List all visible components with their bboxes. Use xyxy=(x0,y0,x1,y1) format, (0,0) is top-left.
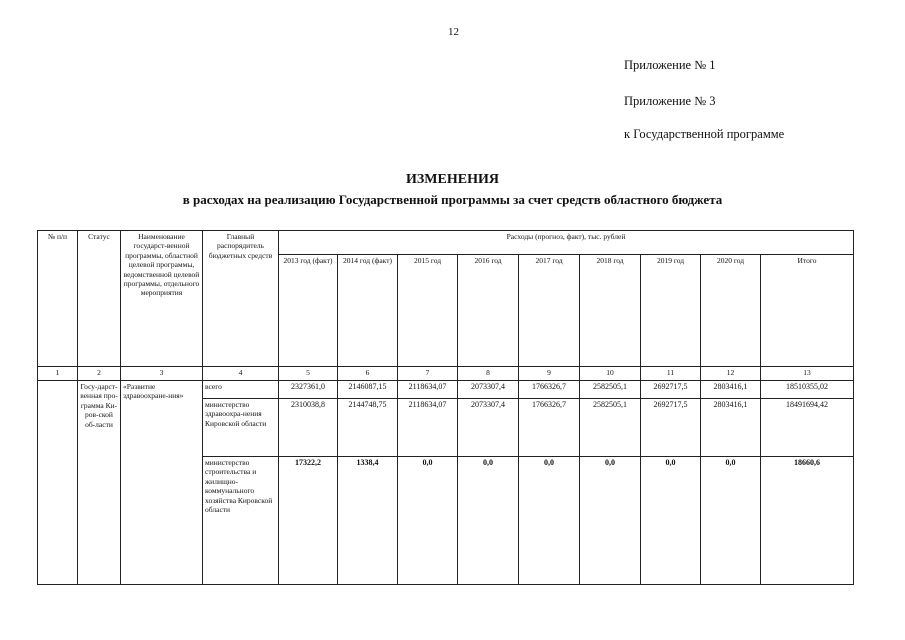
header-row xyxy=(38,231,854,255)
header-year: 2013 год (факт) xyxy=(279,255,338,367)
col-number: 12 xyxy=(701,367,761,381)
value-cell: 2118634,07 xyxy=(398,399,458,457)
header-year: 2017 год xyxy=(519,255,580,367)
value-cell: 2803416,1 xyxy=(701,381,761,399)
header-total: Итого xyxy=(761,255,854,367)
header-owner: Главный распорядитель бюджетных средств xyxy=(203,231,279,367)
owner-cell: министерство строительства и жилищно-коммунального хозяйства Кировской области xyxy=(203,457,279,585)
value-cell: 2327361,0 xyxy=(279,381,338,399)
col-number: 5 xyxy=(279,367,338,381)
appendix-line-1: Приложение № 1 xyxy=(624,58,716,72)
header-status: Статус xyxy=(78,231,121,367)
col-number: 9 xyxy=(519,367,580,381)
document-title: ИЗМЕНЕНИЯ xyxy=(406,172,499,187)
program-name-cell: «Развитие здравоохране-ния» xyxy=(121,381,203,585)
header-year: 2016 год xyxy=(458,255,519,367)
header-num: № п/п xyxy=(38,231,78,367)
table-row xyxy=(38,381,854,399)
col-number: 10 xyxy=(580,367,641,381)
value-cell: 0,0 xyxy=(580,457,641,585)
header-name: Наименование государст-венной программы, областной целевой программы, ведомственной целевой программы, отдельного мероприятия xyxy=(121,231,203,367)
value-cell: 2582505,1 xyxy=(580,399,641,457)
document-subtitle: в расходах на реализацию Государственной программы за счет средств областного бюджета xyxy=(182,192,723,207)
appendix-line-3: к Государственной программе xyxy=(624,127,785,141)
value-cell: 2803416,1 xyxy=(701,399,761,457)
header-year: 2020 год xyxy=(701,255,761,367)
status-cell: Госу-дарст-венная про-грамма Ки-ров-ской об-ласти xyxy=(78,381,121,585)
col-number: 11 xyxy=(641,367,701,381)
owner-cell: министерство здравоохра-нения Кировской области xyxy=(203,399,279,457)
value-cell: 2146087,15 xyxy=(338,381,398,399)
total-cell: 18491694,42 xyxy=(761,399,854,457)
appendix-line-2: Приложение № 3 xyxy=(624,94,716,108)
value-cell: 2073307,4 xyxy=(458,399,519,457)
value-cell: 0,0 xyxy=(458,457,519,585)
col-number: 4 xyxy=(203,367,279,381)
col-number: 7 xyxy=(398,367,458,381)
value-cell: 1766326,7 xyxy=(519,381,580,399)
value-cell: 2144748,75 xyxy=(338,399,398,457)
header-year: 2018 год xyxy=(580,255,641,367)
value-cell: 0,0 xyxy=(641,457,701,585)
value-cell: 17322,2 xyxy=(279,457,338,585)
header-year: 2019 год xyxy=(641,255,701,367)
value-cell: 1766326,7 xyxy=(519,399,580,457)
total-cell: 18660,6 xyxy=(761,457,854,585)
value-cell: 0,0 xyxy=(519,457,580,585)
value-cell: 2582505,1 xyxy=(580,381,641,399)
header-year: 2015 год xyxy=(398,255,458,367)
column-number-row xyxy=(38,367,854,381)
col-number: 2 xyxy=(78,367,121,381)
value-cell: 2118634,07 xyxy=(398,381,458,399)
expenses-table xyxy=(37,230,854,585)
value-cell: 2310038,8 xyxy=(279,399,338,457)
total-cell: 18510355,02 xyxy=(761,381,854,399)
col-number: 1 xyxy=(38,367,78,381)
value-cell: 2692717,5 xyxy=(641,381,701,399)
value-cell: 2692717,5 xyxy=(641,399,701,457)
page-number: 12 xyxy=(448,26,459,38)
value-cell: 0,0 xyxy=(701,457,761,585)
header-year: 2014 год (факт) xyxy=(338,255,398,367)
value-cell: 1338,4 xyxy=(338,457,398,585)
row-number-cell xyxy=(38,381,78,585)
header-expenses: Расходы (прогноз, факт), тыс. рублей xyxy=(279,231,854,255)
owner-cell: всего xyxy=(203,381,279,399)
col-number: 8 xyxy=(458,367,519,381)
col-number: 6 xyxy=(338,367,398,381)
col-number: 3 xyxy=(121,367,203,381)
col-number: 13 xyxy=(761,367,854,381)
value-cell: 2073307,4 xyxy=(458,381,519,399)
value-cell: 0,0 xyxy=(398,457,458,585)
